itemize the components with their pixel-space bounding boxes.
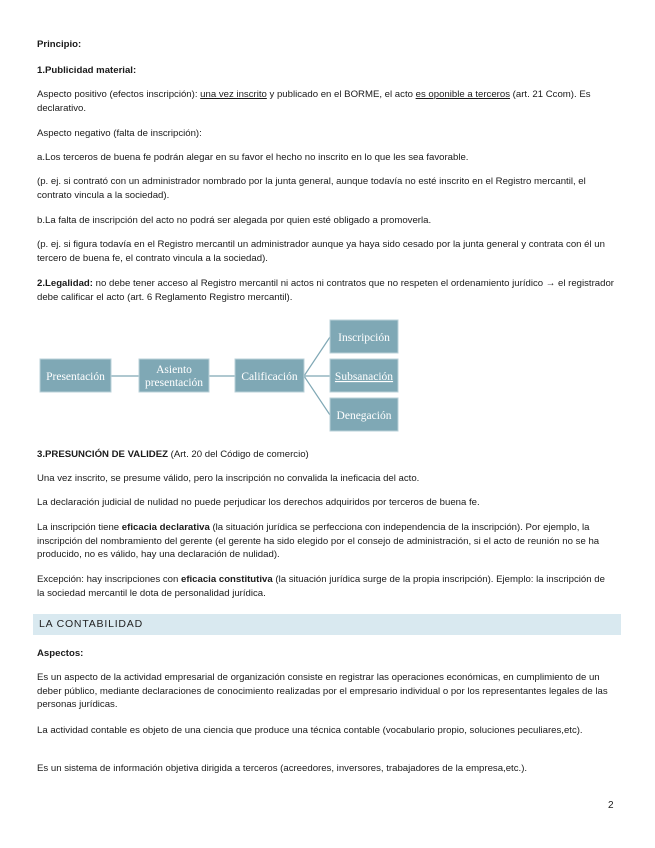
- legalidad-paragraph: [37, 277, 615, 304]
- presuncion-p1: Una vez inscrito, se presume válido, pero la inscripción no convalida la ineficacia del acto.: [37, 473, 420, 484]
- aspecto-positivo-text: Aspecto positivo (efectos inscripción):: [37, 89, 201, 100]
- presuncion-validez-heading: [37, 448, 615, 462]
- punto-a-paragraph: a.Los terceros de buena fe podrán alegar en su favor el hecho no inscrito en lo que les sea favorable.: [37, 152, 469, 163]
- oponible-terceros-underlined: es oponible a terceros: [415, 89, 511, 100]
- node-presentacion-label: Presentación: [46, 371, 105, 383]
- eficacia-declarativa-lead: La inscripción tiene: [37, 522, 122, 533]
- node-asiento-label-line2: presentación: [144, 377, 204, 389]
- node-subsanacion: [330, 359, 398, 392]
- node-inscripcion-label: Inscripción: [338, 332, 390, 344]
- contabilidad-p2: La actividad contable es objeto de una ciencia que produce una técnica contable (vocabulario propio, soluciones peculiares,etc).: [37, 725, 583, 736]
- publicidad-material-title: 1.Publicidad material:: [37, 65, 137, 76]
- node-calificacion-label: Calificación: [241, 371, 298, 383]
- aspecto-positivo-paragraph: [37, 88, 615, 115]
- presuncion-validez-title: 3.PRESUNCIÓN DE VALIDEZ: [37, 449, 168, 460]
- eficacia-constitutiva-lead: Excepción: hay inscripciones con: [37, 574, 181, 585]
- presuncion-validez-ref: (Art. 20 del Código de comercio): [167, 449, 309, 460]
- aspectos-heading: Aspectos:: [37, 648, 84, 659]
- contabilidad-p1: Es un aspecto de la actividad empresarial de organización consiste en registrar las operaciones económicas, en cumplimiento de un deber público, mediante declaraciones de conocimiento realizadas por el empresario individual o por los representantes legales de las personas jurídicas.: [37, 672, 608, 710]
- eficacia-declarativa-text: (la situación jurídica se perfecciona con independencia de la inscripción). Por ejemplo, la inscripción del nombramiento del gerente (el gerente ha sido elegido por el consejo de administración, si el acto de reunión no se ha producido, no es válido, hay una declaración de nulidad).: [37, 522, 600, 560]
- eficacia-constitutiva-text: (la situación jurídica surge de la propia inscripción). Ejemplo: la inscripción de la sociedad mercantil le dota de personalidad jurídica.: [37, 574, 605, 599]
- eficacia-constitutiva-paragraph: [37, 573, 615, 600]
- edge-calificacion-inscripcion: [304, 337, 330, 376]
- contabilidad-section-header: [33, 614, 621, 635]
- eficacia-constitutiva-bold: eficacia constitutiva: [180, 574, 273, 585]
- node-denegacion: [330, 398, 398, 431]
- node-asiento-presentacion: [139, 359, 209, 392]
- legalidad-text: no debe tener acceso al Registro mercantil ni actos ni contratos que no respeten el ordenamiento jurídico → el registrador debe calificar el acto (art. 6 Reglamento Registro mercantil).: [37, 278, 614, 303]
- una-vez-inscrito-underlined: una vez inscrito: [200, 89, 267, 100]
- node-presentacion: [40, 359, 111, 392]
- eficacia-declarativa-paragraph: [37, 521, 615, 562]
- principio-heading: Principio:: [37, 39, 82, 50]
- borme-text: y publicado en el BORME, el acto: [266, 89, 416, 100]
- declarativo-text: (art. 21 Ccom). Es declarativo.: [37, 89, 591, 114]
- node-calificacion: [235, 359, 304, 392]
- edge-calificacion-denegacion: [304, 376, 330, 415]
- page-number: 2: [608, 800, 614, 811]
- eficacia-declarativa-bold: eficacia declarativa: [121, 522, 210, 533]
- punto-b-paragraph: b.La falta de inscripción del acto no podrá ser alegada por quien esté obligado a promoverla.: [37, 215, 432, 226]
- node-asiento-label-line1: Asiento: [156, 364, 192, 376]
- node-denegacion-label: Denegación: [336, 410, 392, 422]
- punto-b-ejemplo: (p. ej. si figura todavía en el Registro mercantil un administrador aunque ya haya sido cesado por la junta general y contrata con él un tercero de buena fe, el contrato vincula a la sociedad).: [37, 239, 605, 264]
- contabilidad-heading: LA CONTABILIDAD: [39, 618, 143, 630]
- legalidad-title: 2.Legalidad:: [37, 278, 93, 289]
- punto-a-ejemplo: (p. ej. si contrató con un administrador nombrado por la junta general, aunque todavía no esté inscrito en el Registro mercantil, el contrato vincula a la sociedad).: [37, 176, 586, 201]
- registro-process-diagram: [38, 316, 402, 433]
- presuncion-p2: La declaración judicial de nulidad no puede perjudicar los derechos adquiridos por terceros de buena fe.: [37, 497, 480, 508]
- contabilidad-p3: Es un sistema de información objetiva dirigida a terceros (acreedores, inversores, trabajadores de la empresa,etc.).: [37, 763, 528, 774]
- node-subsanacion-label: Subsanación: [334, 371, 394, 383]
- aspecto-negativo-paragraph: Aspecto negativo (falta de inscripción):: [37, 128, 202, 139]
- node-inscripcion: [330, 320, 398, 353]
